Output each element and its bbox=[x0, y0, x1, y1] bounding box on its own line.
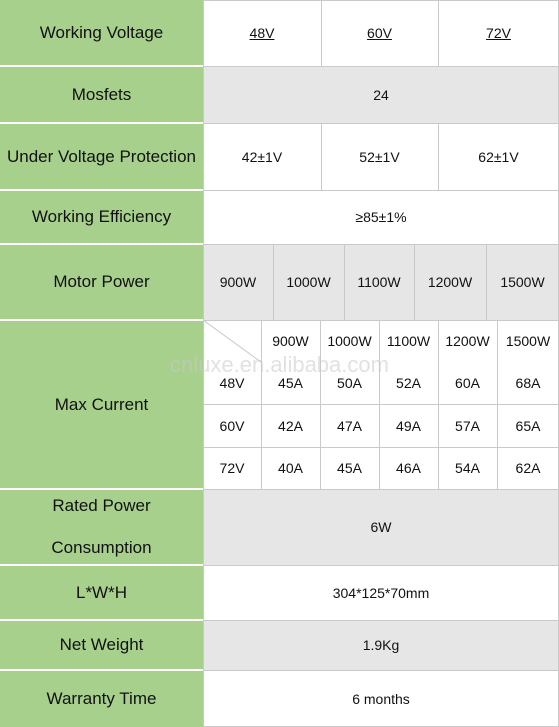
label-dimensions: L*W*H bbox=[0, 565, 203, 620]
current-cell: 68A bbox=[515, 375, 541, 391]
voltage-48v: 48V bbox=[249, 25, 275, 41]
row-separator bbox=[0, 243, 203, 245]
grid-line bbox=[203, 190, 559, 191]
row-separator bbox=[0, 619, 203, 621]
grid-line bbox=[320, 320, 321, 489]
grid-line bbox=[497, 320, 498, 489]
motor-power-1000w: 1000W bbox=[273, 244, 344, 320]
label-motor-power: Motor Power bbox=[0, 244, 203, 320]
watermark-text: cnluxe.en.alibaba.com bbox=[170, 352, 389, 377]
label-working-voltage: Working Voltage bbox=[0, 0, 203, 66]
grid-line bbox=[203, 489, 559, 490]
motor-power-1100w: 1100W bbox=[344, 244, 414, 320]
row-separator bbox=[0, 65, 203, 67]
label-under-voltage-protection: Under Voltage Protection bbox=[0, 123, 203, 190]
uvp-60v: 52±1V bbox=[359, 148, 400, 165]
label-max-current: Max Current bbox=[0, 320, 203, 489]
grid-line bbox=[203, 66, 559, 67]
current-cell: 47A bbox=[337, 418, 362, 434]
grid-line bbox=[438, 0, 439, 66]
diagonal-header-line bbox=[203, 320, 261, 362]
rated-label-line1: Rated Power bbox=[52, 496, 151, 515]
grid-line bbox=[344, 244, 345, 320]
current-cell: 57A bbox=[455, 418, 480, 434]
grid-line bbox=[379, 320, 380, 489]
label-net-weight: Net Weight bbox=[0, 620, 203, 670]
current-col-900w: 900W bbox=[272, 333, 309, 349]
grid-line bbox=[261, 320, 262, 489]
current-row-voltage: 60V bbox=[219, 418, 245, 434]
grid-line bbox=[414, 244, 415, 320]
current-cell: 40A bbox=[278, 460, 303, 476]
row-separator bbox=[0, 122, 203, 124]
label-working-efficiency: Working Efficiency bbox=[0, 190, 203, 244]
grid-line bbox=[321, 123, 322, 190]
current-col-1500w: 1500W bbox=[505, 333, 551, 349]
current-row-voltage: 48V bbox=[219, 375, 245, 391]
current-cell: 46A bbox=[396, 460, 421, 476]
label-mosfets: Mosfets bbox=[0, 66, 203, 123]
voltage-72v: 72V bbox=[486, 25, 511, 41]
current-cell: 49A bbox=[396, 418, 421, 434]
uvp-72v: 62±1V bbox=[478, 148, 519, 165]
motor-power-900w: 900W bbox=[203, 244, 273, 320]
grid-line bbox=[438, 123, 439, 190]
grid-line bbox=[203, 0, 204, 727]
grid-line bbox=[203, 670, 559, 671]
current-cell: 42A bbox=[278, 418, 303, 434]
mosfets-value: 24 bbox=[203, 66, 559, 123]
grid-line bbox=[203, 0, 559, 1]
current-cell: 65A bbox=[515, 418, 541, 434]
row-separator bbox=[0, 319, 203, 321]
rated-label-line2: Consumption bbox=[51, 538, 152, 557]
current-col-1200w: 1200W bbox=[445, 333, 490, 349]
row-separator bbox=[0, 488, 203, 490]
motor-power-1200w: 1200W bbox=[414, 244, 486, 320]
efficiency-value: ≥85±1% bbox=[355, 209, 407, 225]
current-cell: 52A bbox=[396, 375, 421, 391]
rated-power-value: 6W bbox=[203, 489, 559, 565]
current-cell: 45A bbox=[278, 375, 303, 391]
warranty-value: 6 months bbox=[352, 690, 410, 707]
grid-line bbox=[273, 244, 274, 320]
current-cell: 60A bbox=[455, 375, 480, 391]
voltage-60v: 60V bbox=[367, 25, 392, 41]
current-col-1000w: 1000W bbox=[327, 333, 372, 349]
row-separator bbox=[0, 189, 203, 191]
grid-line bbox=[438, 320, 439, 489]
row-separator bbox=[0, 564, 203, 566]
current-cell: 45A bbox=[337, 460, 362, 476]
grid-line bbox=[203, 447, 559, 448]
grid-line bbox=[203, 620, 559, 621]
current-col-1100w: 1100W bbox=[386, 333, 431, 349]
label-rated-power-consumption bbox=[0, 489, 203, 565]
uvp-48v: 42±1V bbox=[241, 148, 283, 165]
net-weight-value: 1.9Kg bbox=[203, 620, 559, 670]
current-cell: 54A bbox=[455, 460, 480, 476]
current-cell: 50A bbox=[337, 375, 362, 391]
row-separator bbox=[0, 669, 203, 671]
dimensions-value: 304*125*70mm bbox=[332, 584, 430, 601]
grid-line bbox=[486, 244, 487, 320]
current-cell: 62A bbox=[515, 460, 541, 476]
grid-line bbox=[203, 244, 559, 245]
grid-line bbox=[203, 404, 559, 405]
current-row-voltage: 72V bbox=[219, 460, 245, 476]
label-warranty-time: Warranty Time bbox=[0, 670, 203, 727]
grid-line bbox=[203, 320, 559, 321]
grid-line bbox=[203, 123, 559, 124]
grid-line bbox=[203, 565, 559, 566]
motor-power-1500w: 1500W bbox=[486, 244, 559, 320]
grid-line bbox=[321, 0, 322, 66]
